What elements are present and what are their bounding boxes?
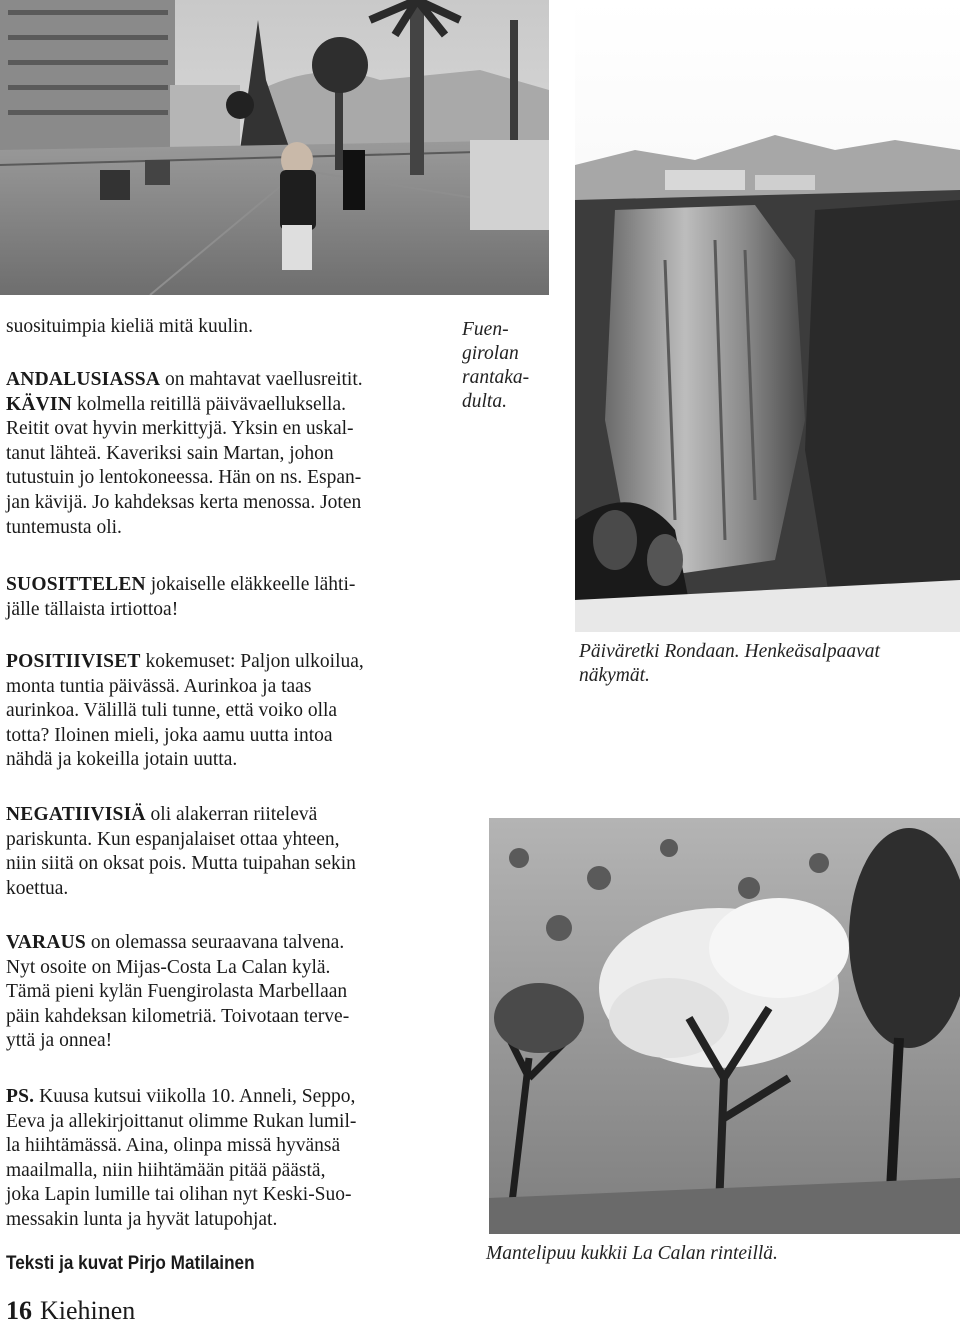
article-body [6, 315, 426, 340]
paragraph-negatiivisia: NEGATIIVISIÄ oli alakerran riitelevä pariskunta. Kun espanjalaiset ottaa yhteen, niin siitä on oksat pois. Mutta tuipahan sekin koettua. [6, 804, 356, 899]
article-positiiviset [6, 650, 426, 773]
caption-almond: Mantelipuu kukkii La Calan rinteillä. [486, 1243, 778, 1264]
photo-ronda-cliff [575, 0, 960, 632]
byline: Teksti ja kuvat Pirjo Matilainen [6, 1252, 255, 1274]
photo-almond-tree [489, 818, 960, 1234]
paragraph-suosittelen: SUOSITTELEN jokaiselle eläkkeelle lähti- jälle tällaista irtiottoa! [6, 574, 356, 620]
caption-fuengirola: Fuen- girolan rantaka- dulta. [462, 319, 530, 412]
article-varaus [6, 931, 426, 1054]
paragraph-intro: suosituimpia kieliä mitä kuulin. [6, 316, 253, 337]
caption-ronda: Päiväretki Rondaan. Henkeäsalpaavat näkymät. [579, 641, 880, 686]
page-footer [6, 1296, 135, 1326]
paragraph-varaus: VARAUS on olemassa seuraavana talvena. Nyt osoite on Mijas-Costa La Calan kylä. Tämä pieni kylän Fuengirolasta Marbellaan päin kahdeksan kilometriä. Toivotaan terve- yttä ja onnea! [6, 932, 350, 1052]
paragraph-positiiviset: POSITIIVISET kokemuset: Paljon ulkoilua, monta tuntia päivässä. Aurinkoa ja taas aurinkoa. Välillä tuli tunne, että voiko olla totta? Iloinen mieli, joka aamu uutta intoa nähdä ja kokeilla jotain uutta. [6, 651, 364, 771]
paragraph-andalusia: ANDALUSIASSA on mahtavat vaellusreitit. KÄVIN kolmella reitillä päivävaelluksella. Reitit ovat hyvin merkittyjä. Yksin en uskal- tanut lähteä. Kaveriksi sain Martan, johon tutustuin jo lentokoneessa. Hän on ns. Espan- jan kävijä. Jo kahdeksas kerta menossa. Joten tuntemusta oli. [6, 369, 363, 538]
magazine-name: Kiehinen [40, 1296, 136, 1325]
paragraph-ps: PS. Kuusa kutsui viikolla 10. Anneli, Seppo, Eeva ja allekirjoittanut olimme Rukan lumil- la hiihtämässä. Aina, olinpa missä hyvänsä maailmalla, niin hiihtämään pitää päästä, joka Lapin lumille tai olihan nyt Keski-Suo- messakin lunta ja hyvät latupohjat. [6, 1086, 357, 1230]
article-ps [6, 1085, 426, 1233]
photo-fuengirola-promenade [0, 0, 549, 295]
page-number: 16 [6, 1296, 32, 1325]
article-negatiivisia [6, 803, 426, 901]
article-suosittelen [6, 573, 426, 622]
article-andalusia [6, 368, 426, 540]
